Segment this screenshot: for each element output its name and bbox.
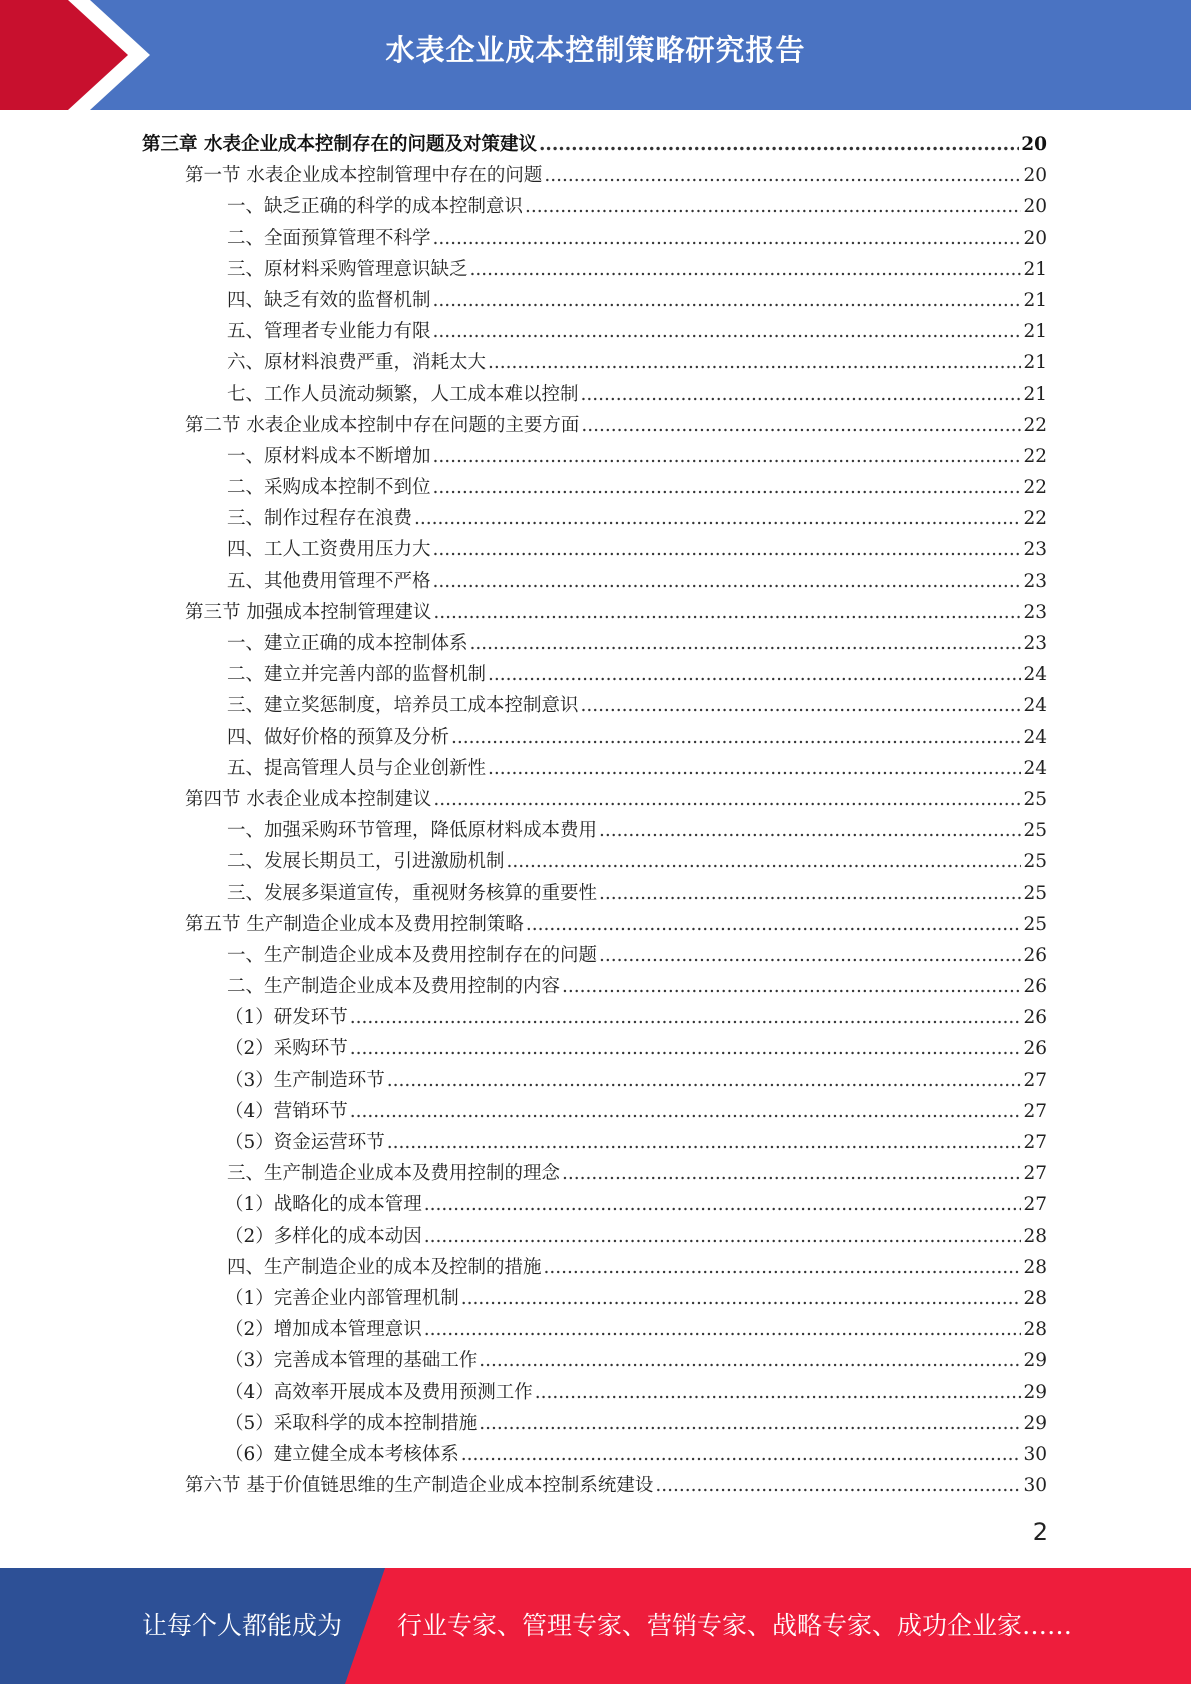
- toc-entry-page: 27: [1023, 1163, 1047, 1185]
- toc-dot-leader: [599, 883, 1021, 904]
- toc-entry[interactable]: [142, 598, 1047, 629]
- toc-entry[interactable]: [142, 691, 1047, 722]
- toc-entry-page: 24: [1023, 757, 1047, 779]
- toc-dot-leader: [433, 571, 1022, 592]
- toc-entry[interactable]: [142, 192, 1047, 223]
- toc-entry[interactable]: [142, 317, 1047, 348]
- toc-entry[interactable]: [142, 629, 1047, 660]
- toc-entry[interactable]: [142, 785, 1047, 816]
- toc-entry-page: 21: [1023, 289, 1047, 311]
- toc-dot-leader: [599, 820, 1021, 841]
- toc-entry-title: （5）资金运营环节: [225, 1132, 385, 1153]
- toc-entry-title: 二、采购成本控制不到位: [227, 477, 431, 499]
- toc-dot-leader: [451, 727, 1021, 748]
- toc-entry-title: 第五节 生产制造企业成本及费用控制策略: [185, 913, 524, 935]
- toc-entry-title: 二、全面预算管理不科学: [227, 227, 431, 249]
- toc-dot-leader: [470, 633, 1022, 654]
- toc-entry[interactable]: [142, 1190, 1047, 1221]
- toc-entry-page: 25: [1023, 788, 1047, 810]
- toc-entry-title: 四、做好价格的预算及分析: [227, 726, 450, 748]
- toc-dot-leader: [470, 259, 1022, 280]
- toc-entry-title: 六、原材料浪费严重，消耗太大: [227, 352, 487, 374]
- toc-entry[interactable]: [142, 535, 1047, 566]
- toc-dot-leader: [544, 1257, 1022, 1278]
- toc-dot-leader: [387, 1070, 1022, 1091]
- toc-entry-page: 25: [1023, 820, 1047, 842]
- header-title: 水表企业成本控制策略研究报告: [385, 33, 806, 67]
- toc-entry[interactable]: [142, 1159, 1047, 1190]
- toc-entry-title: 五、管理者专业能力有限: [227, 321, 431, 343]
- toc-dot-leader: [433, 321, 1022, 342]
- page-number: 2: [1032, 1518, 1048, 1546]
- toc-entry[interactable]: [142, 1284, 1047, 1315]
- toc-entry-title: 三、建立奖惩制度，培养员工成本控制意识: [227, 695, 579, 717]
- toc-entry-page: 20: [1021, 134, 1047, 155]
- toc-entry-page: 27: [1023, 1100, 1047, 1122]
- toc-entry[interactable]: [142, 380, 1047, 411]
- toc-dot-leader: [562, 1163, 1021, 1184]
- toc-dot-leader: [433, 446, 1022, 467]
- toc-entry-title: （3）生产制造环节: [225, 1069, 385, 1091]
- toc-dot-leader: [479, 1350, 1021, 1371]
- toc-entry-title: 三、原材料采购管理意识缺乏: [227, 258, 468, 280]
- toc-entry[interactable]: [142, 754, 1047, 785]
- toc-entry[interactable]: [142, 1097, 1047, 1128]
- toc-dot-leader: [544, 165, 1021, 186]
- toc-entry-page: 27: [1023, 1069, 1047, 1091]
- toc-dot-leader: [424, 1194, 1022, 1215]
- toc-entry-title: （6）建立健全成本考核体系: [225, 1443, 459, 1465]
- toc-entry[interactable]: [142, 1315, 1047, 1346]
- toc-entry-page: 29: [1023, 1412, 1047, 1434]
- toc-entry[interactable]: [142, 286, 1047, 317]
- toc-entry-page: 28: [1023, 1287, 1047, 1309]
- toc-entry-page: 26: [1023, 976, 1047, 998]
- toc-entry-page: 21: [1023, 352, 1047, 374]
- toc-entry-title: 五、其他费用管理不严格: [227, 570, 431, 592]
- toc-entry-title: 二、发展长期员工，引进激励机制: [227, 851, 505, 873]
- toc-entry[interactable]: [142, 660, 1047, 691]
- toc-entry-title: 第六节 基于价值链思维的生产制造企业成本控制系统建设: [185, 1475, 654, 1497]
- toc-entry-page: 20: [1023, 165, 1047, 187]
- toc-entry-title: 一、缺乏正确的科学的成本控制意识: [227, 196, 524, 218]
- toc-dot-leader: [433, 539, 1022, 560]
- toc-dot-leader: [350, 1101, 1022, 1122]
- toc-entry[interactable]: [142, 1128, 1047, 1159]
- toc-dot-leader: [424, 1319, 1022, 1340]
- toc-entry[interactable]: [142, 161, 1047, 192]
- toc-entry-title: 四、工人工资费用压力大: [227, 539, 431, 561]
- toc-entry-page: 22: [1023, 508, 1047, 530]
- toc-entry-title: 七、工作人员流动频繁，人工成本难以控制: [227, 383, 579, 405]
- toc-entry-title: 第三节 加强成本控制管理建议: [185, 601, 432, 623]
- toc-dot-leader: [655, 1475, 1021, 1496]
- toc-entry-title: 一、建立正确的成本控制体系: [227, 633, 468, 654]
- toc-entry-page: 25: [1023, 851, 1047, 873]
- toc-entry-title: 第四节 水表企业成本控制建议: [185, 788, 432, 810]
- toc-dot-leader: [507, 851, 1022, 872]
- toc-entry-page: 23: [1023, 539, 1047, 561]
- toc-dot-leader: [562, 976, 1021, 997]
- toc-entry-page: 28: [1023, 1319, 1047, 1341]
- toc-entry[interactable]: [142, 941, 1047, 972]
- toc-entry-page: 23: [1023, 633, 1047, 654]
- toc-entry[interactable]: [142, 1066, 1047, 1097]
- toc-entry-page: 28: [1023, 1225, 1047, 1247]
- toc-dot-leader: [433, 477, 1022, 498]
- toc-entry[interactable]: [142, 879, 1047, 910]
- toc-dot-leader: [350, 1007, 1022, 1028]
- toc-entry-title: 五、提高管理人员与企业创新性: [227, 757, 487, 779]
- toc-entry-page: 26: [1023, 1038, 1047, 1060]
- toc-entry-page: 21: [1023, 383, 1047, 405]
- toc-entry-title: 二、生产制造企业成本及费用控制的内容: [227, 976, 561, 998]
- toc-entry[interactable]: [142, 1378, 1047, 1409]
- toc-entry-page: 20: [1023, 196, 1047, 218]
- toc-entry-title: 三、生产制造企业成本及费用控制的理念: [227, 1163, 561, 1185]
- toc-dot-leader: [424, 1226, 1022, 1247]
- toc-entry[interactable]: [142, 723, 1047, 754]
- toc-entry-page: 24: [1023, 726, 1047, 748]
- footer-slogan-left: 让每个人都能成为: [142, 1611, 343, 1640]
- toc-dot-leader: [488, 664, 1021, 685]
- toc-entry[interactable]: [142, 816, 1047, 847]
- toc-entry[interactable]: [142, 130, 1047, 161]
- toc-dot-leader: [433, 789, 1021, 810]
- table-of-contents: [142, 130, 1047, 1502]
- toc-entry-title: 一、原材料成本不断增加: [227, 445, 431, 467]
- toc-entry[interactable]: [142, 1409, 1047, 1440]
- toc-dot-leader: [461, 1288, 1022, 1309]
- toc-dot-leader: [461, 1444, 1022, 1465]
- toc-entry-title: （5）采取科学的成本控制措施: [225, 1412, 478, 1434]
- toc-entry[interactable]: [142, 1034, 1047, 1065]
- toc-entry-title: 一、生产制造企业成本及费用控制存在的问题: [227, 944, 598, 966]
- toc-entry[interactable]: [142, 1253, 1047, 1284]
- toc-entry-title: （2）增加成本管理意识: [225, 1319, 422, 1341]
- toc-entry-title: （4）高效率开展成本及费用预测工作: [225, 1381, 533, 1403]
- toc-entry[interactable]: [142, 1003, 1047, 1034]
- toc-entry-page: 23: [1023, 570, 1047, 592]
- toc-entry-page: 29: [1023, 1350, 1047, 1372]
- toc-entry-page: 26: [1023, 1007, 1047, 1029]
- footer-slogan-right: 行业专家、管理专家、营销专家、战略专家、成功企业家……: [397, 1611, 1073, 1640]
- toc-dot-leader: [433, 228, 1022, 249]
- toc-entry[interactable]: [142, 847, 1047, 878]
- toc-entry-page: 27: [1023, 1132, 1047, 1153]
- toc-entry-page: 22: [1023, 414, 1047, 436]
- toc-entry[interactable]: [142, 1222, 1047, 1253]
- toc-entry-page: 24: [1023, 695, 1047, 717]
- toc-entry-title: 三、发展多渠道宣传，重视财务核算的重要性: [227, 882, 598, 904]
- toc-dot-leader: [599, 945, 1021, 966]
- toc-entry-page: 22: [1023, 445, 1047, 467]
- toc-entry-page: 23: [1023, 601, 1047, 623]
- toc-dot-leader: [350, 1038, 1022, 1059]
- toc-entry[interactable]: [142, 1440, 1047, 1471]
- toc-entry-page: 24: [1023, 664, 1047, 686]
- toc-entry[interactable]: [142, 411, 1047, 442]
- toc-entry-title: 第一节 水表企业成本控制管理中存在的问题: [185, 165, 543, 187]
- toc-entry-page: 21: [1023, 321, 1047, 343]
- toc-entry-title: 四、生产制造企业的成本及控制的措施: [227, 1256, 542, 1278]
- toc-entry-page: 26: [1023, 944, 1047, 966]
- toc-entry-title: 一、加强采购环节管理，降低原材料成本费用: [227, 820, 598, 842]
- toc-entry-page: 22: [1023, 477, 1047, 499]
- toc-dot-leader: [526, 914, 1022, 935]
- toc-entry-title: （2）多样化的成本动因: [225, 1225, 422, 1247]
- toc-entry[interactable]: [142, 910, 1047, 941]
- toc-entry-title: 二、建立并完善内部的监督机制: [227, 664, 487, 686]
- toc-entry[interactable]: [142, 1471, 1047, 1502]
- toc-entry[interactable]: [142, 348, 1047, 379]
- toc-entry[interactable]: [142, 442, 1047, 473]
- toc-dot-leader: [479, 1413, 1021, 1434]
- toc-dot-leader: [433, 290, 1022, 311]
- toc-entry-page: 30: [1023, 1443, 1047, 1465]
- toc-entry-title: 四、缺乏有效的监督机制: [227, 289, 431, 311]
- toc-dot-leader: [414, 508, 1021, 529]
- toc-entry[interactable]: [142, 567, 1047, 598]
- toc-entry-page: 25: [1023, 882, 1047, 904]
- toc-entry-title: （1）完善企业内部管理机制: [225, 1287, 459, 1309]
- toc-dot-leader: [433, 602, 1021, 623]
- toc-entry[interactable]: [142, 1346, 1047, 1377]
- toc-dot-leader: [488, 352, 1021, 373]
- toc-dot-leader: [488, 758, 1021, 779]
- toc-entry-title: （4）营销环节: [225, 1100, 348, 1122]
- toc-entry-page: 20: [1023, 227, 1047, 249]
- toc-entry-page: 28: [1023, 1256, 1047, 1278]
- toc-entry[interactable]: [142, 504, 1047, 535]
- page-header: [0, 0, 1191, 110]
- toc-entry-page: 30: [1023, 1475, 1047, 1497]
- toc-entry-title: （1）研发环节: [225, 1007, 348, 1029]
- toc-entry-page: 21: [1023, 258, 1047, 280]
- toc-dot-leader: [525, 196, 1021, 217]
- toc-entry-title: （3）完善成本管理的基础工作: [225, 1350, 478, 1372]
- toc-dot-leader: [539, 134, 1019, 155]
- toc-dot-leader: [535, 1382, 1022, 1403]
- toc-entry-title: 第三章 水表企业成本控制存在的问题及对策建议: [142, 134, 537, 155]
- toc-entry-title: （2）采购环节: [225, 1038, 348, 1060]
- toc-entry-title: （1）战略化的成本管理: [225, 1194, 422, 1216]
- toc-dot-leader: [581, 695, 1022, 716]
- toc-entry[interactable]: [142, 473, 1047, 504]
- toc-dot-leader: [581, 415, 1021, 436]
- toc-entry-title: 三、制作过程存在浪费: [227, 508, 413, 530]
- toc-dot-leader: [581, 384, 1022, 405]
- toc-entry[interactable]: [142, 972, 1047, 1003]
- page-footer: [0, 1568, 1191, 1684]
- toc-entry-page: 29: [1023, 1381, 1047, 1403]
- toc-entry[interactable]: [142, 224, 1047, 255]
- toc-entry-title: 第二节 水表企业成本控制中存在问题的主要方面: [185, 414, 580, 436]
- toc-entry-page: 25: [1023, 913, 1047, 935]
- toc-entry[interactable]: [142, 255, 1047, 286]
- toc-entry-page: 27: [1023, 1194, 1047, 1216]
- toc-dot-leader: [387, 1132, 1022, 1153]
